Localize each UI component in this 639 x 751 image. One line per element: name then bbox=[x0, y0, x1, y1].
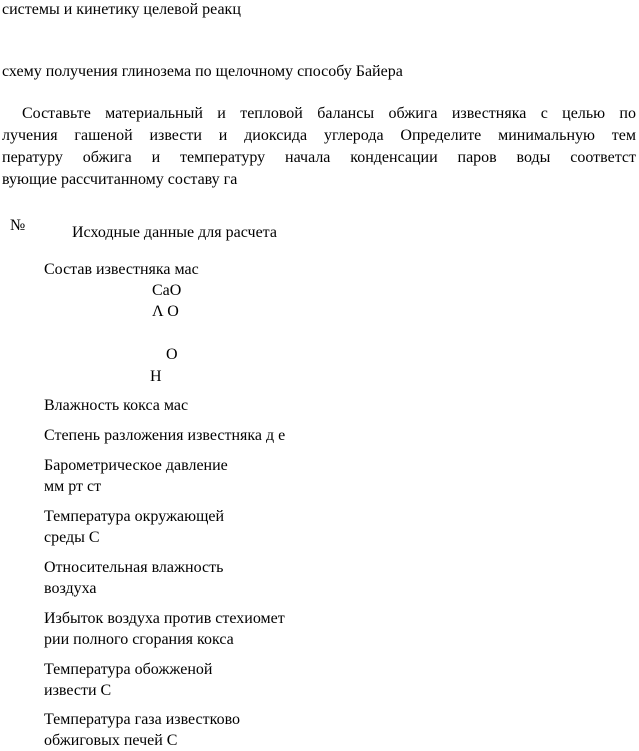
param-gas-temp-line-2: обжиговых печей С bbox=[44, 732, 178, 749]
param-pressure-line-2: мм рт ст bbox=[44, 478, 102, 495]
param-humidity-line-1: Относительная влажность bbox=[44, 559, 224, 576]
formula-cao: CaO bbox=[152, 282, 182, 299]
table-header: Исходные данные для расчета bbox=[72, 224, 277, 241]
param-decomposition-degree: Степень разложения известняка д е bbox=[44, 427, 286, 444]
number-sign: № bbox=[10, 217, 26, 234]
task-line-4: вующие рассчитанному составу га bbox=[2, 171, 238, 188]
composition-label: Состав известняка мас bbox=[44, 261, 199, 278]
task-line-2: лучения гашеной извести и диоксида углерода Определите минимальную тем bbox=[2, 127, 636, 144]
param-gas-temp-line-1: Температура газа известково bbox=[44, 711, 241, 728]
task-line-3: пературу обжига и температуру начала конденсации паров воды соответст bbox=[2, 149, 636, 166]
formula-h: H bbox=[150, 368, 162, 385]
formula-o: O bbox=[166, 346, 178, 363]
text-line-top: системы и кинетику целевой реакц bbox=[2, 1, 241, 18]
param-excess-air-line-1: Избыток воздуха против стехиомет bbox=[44, 610, 285, 627]
param-lime-temp-line-1: Температура обожженой bbox=[44, 661, 213, 678]
param-humidity-line-2: воздуха bbox=[44, 580, 97, 597]
param-env-temp-line-2: среды С bbox=[44, 529, 100, 546]
formula-al: Λ O bbox=[152, 303, 179, 320]
param-lime-temp-line-2: извести С bbox=[44, 682, 112, 699]
text-line-bayer: схему получения глинозема по щелочному способу Байера bbox=[2, 63, 403, 80]
param-pressure-line-1: Барометрическое давление bbox=[44, 457, 228, 474]
task-line-1: Составьте материальный и тепловой балансы обжига известняка с целью по bbox=[22, 105, 636, 122]
param-excess-air-line-2: рии полного сгорания кокса bbox=[44, 631, 234, 648]
param-env-temp-line-1: Температура окружающей bbox=[44, 508, 225, 525]
param-coke-moisture: Влажность кокса мас bbox=[44, 397, 189, 414]
